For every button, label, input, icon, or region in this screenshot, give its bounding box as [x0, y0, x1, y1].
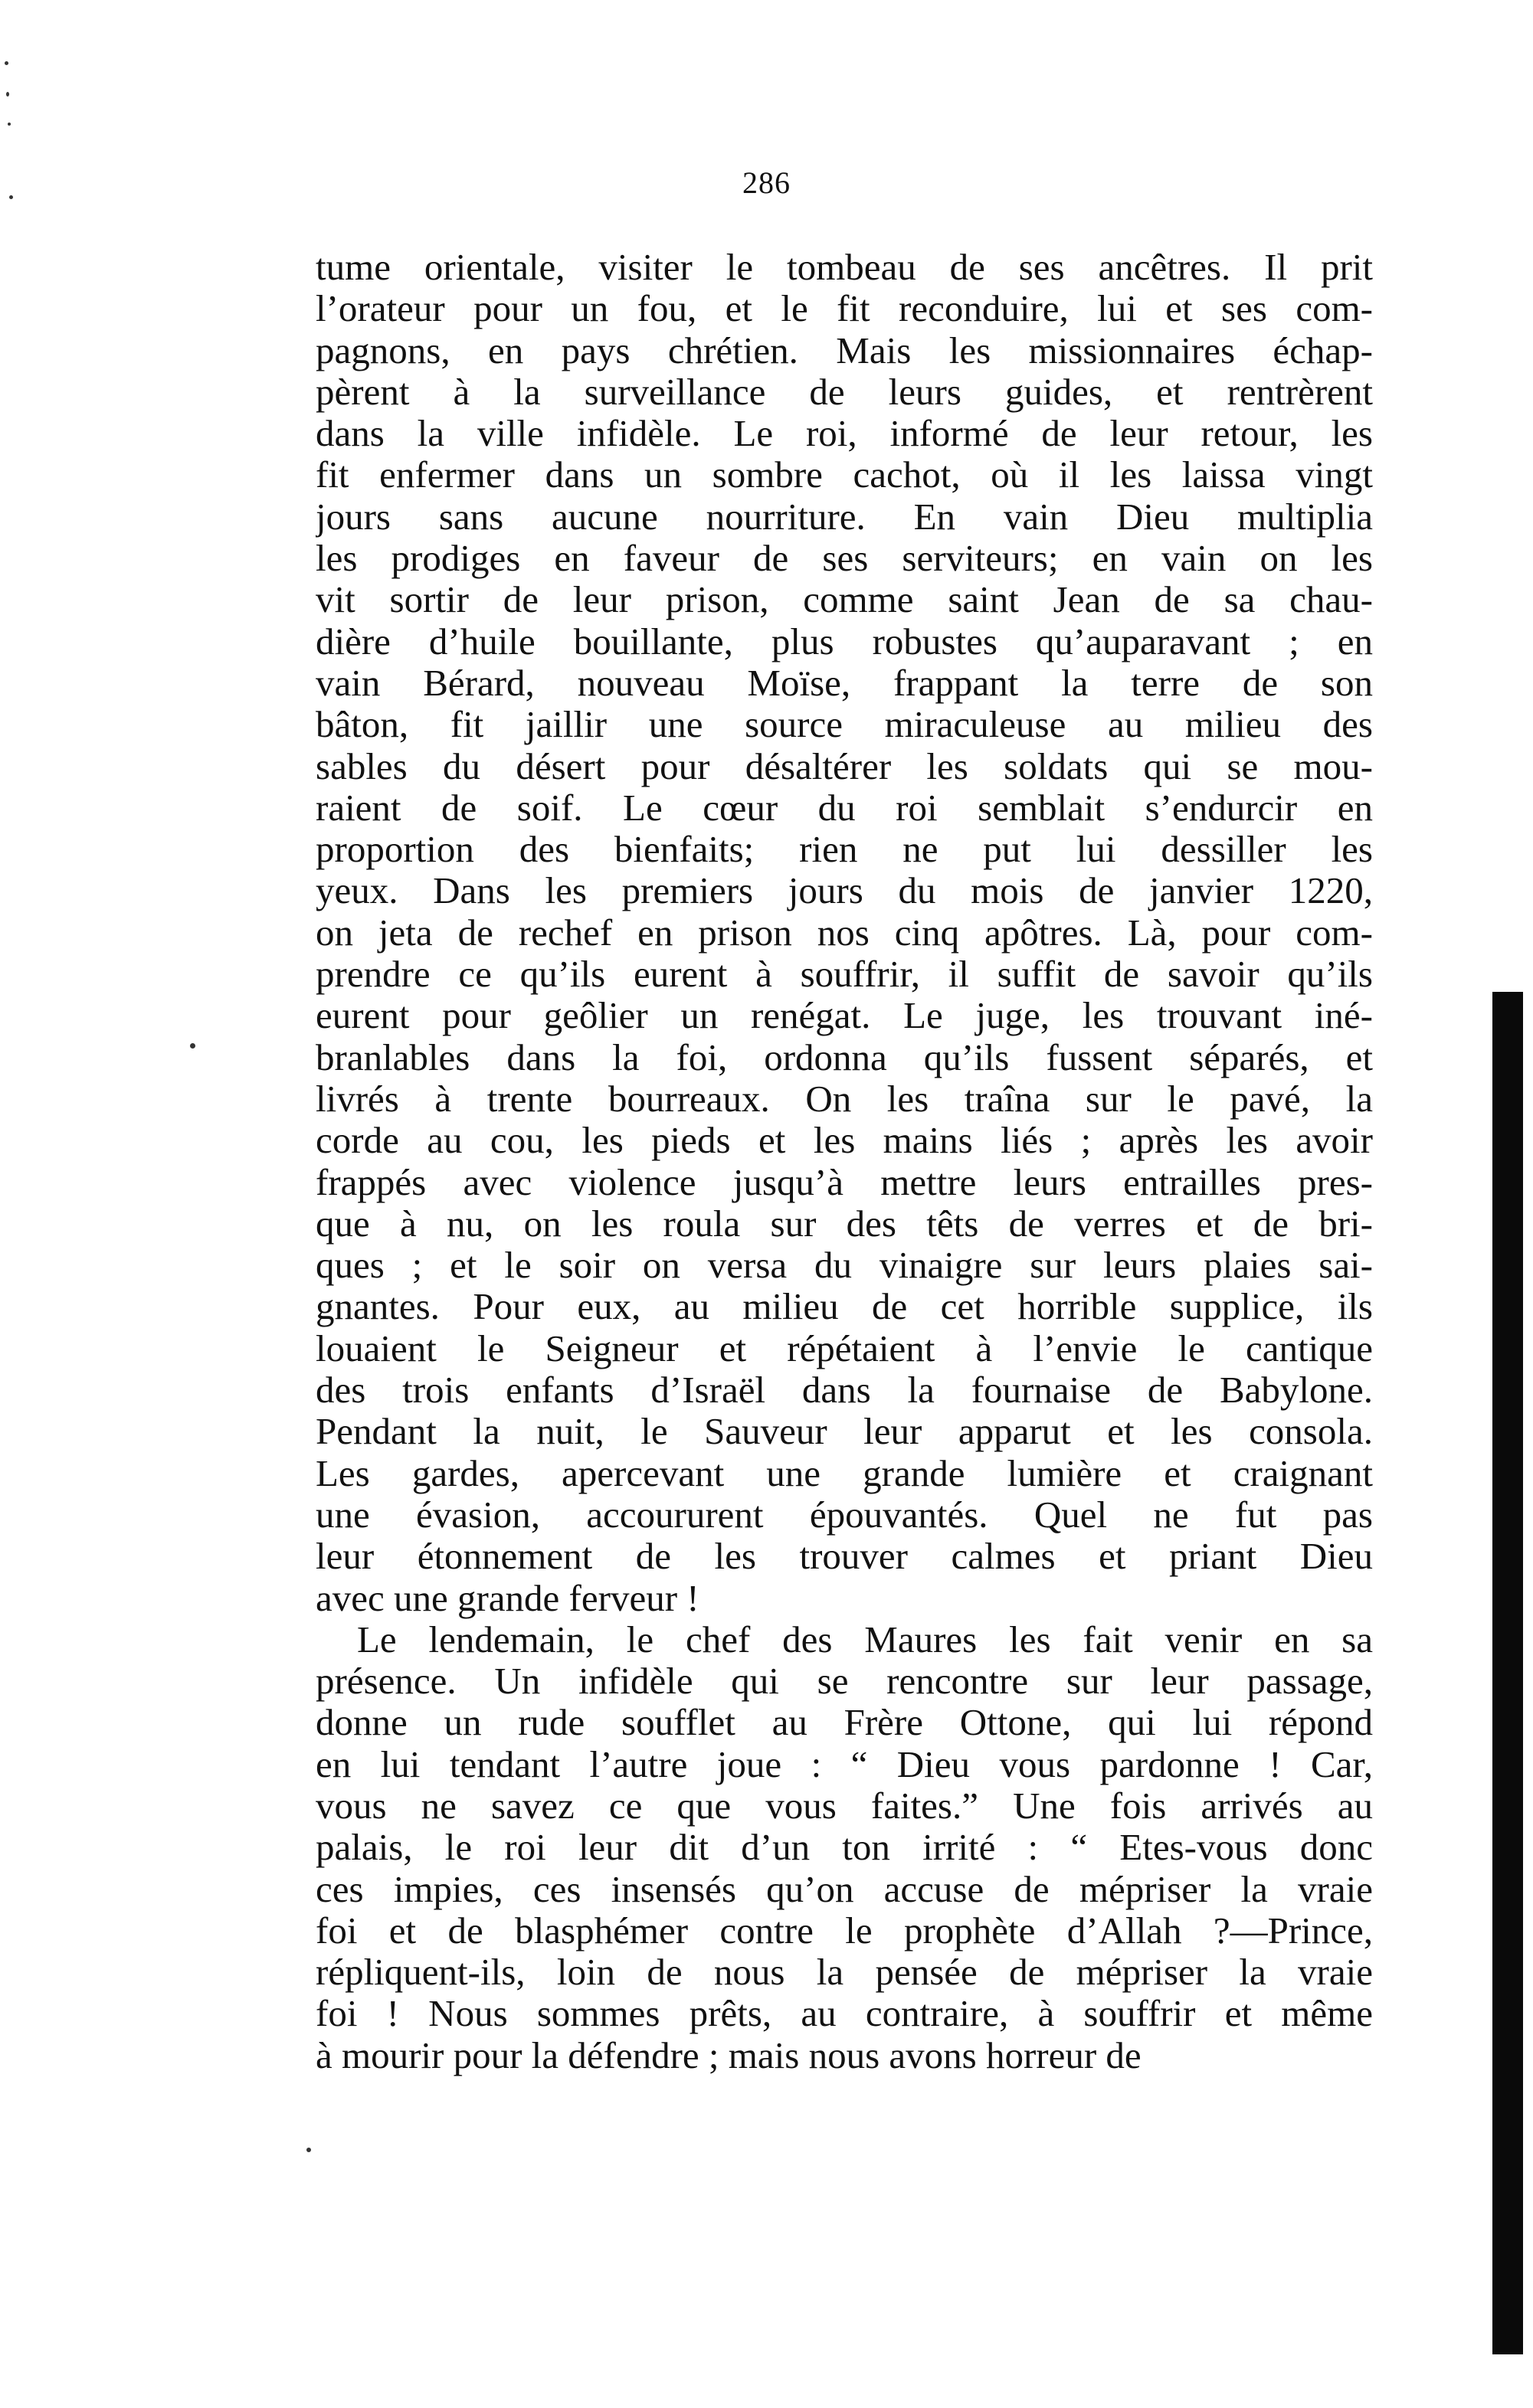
text-line: avec une grande ferveur ! [316, 1577, 699, 1619]
text-line: sables du désert pour désaltérer les soldats qui se mou- [316, 745, 1373, 787]
scan-speck [8, 123, 11, 126]
text-line: ces impies, ces insensés qu’on accuse de mépriser la vraie [316, 1868, 1373, 1910]
text-line: on jeta de rechef en prison nos cinq apôtres. Là, pour com- [316, 911, 1373, 954]
text-line: Les gardes, apercevant une grande lumière et craignant [316, 1452, 1373, 1494]
text-line: eurent pour geôlier un renégat. Le juge, les trouvant iné- [316, 995, 1373, 1037]
text-line: des trois enfants d’Israël dans la fournaise de Babylone. [316, 1369, 1373, 1412]
scan-speck [6, 92, 9, 97]
text-line: en lui tendant l’autre joue : “ Dieu vous pardonne ! Car, [316, 1743, 1373, 1785]
text-line: une évasion, accoururent épouvantés. Quel ne fut pas [316, 1494, 1373, 1536]
text-line: pèrent à la surveillance de leurs guides, et rentrèrent [316, 371, 1373, 413]
text-line: prendre ce qu’ils eurent à souffrir, il suffit de savoir qu’ils [316, 954, 1373, 996]
text-line: Le lendemain, le chef des Maures les fait venir en sa [357, 1618, 1373, 1660]
text-line: livrés à trente bourreaux. On les traîna sur le pavé, la [316, 1078, 1373, 1120]
text-line: dière d’huile bouillante, plus robustes qu’auparavant ; en [316, 620, 1373, 663]
text-line: louaient le Seigneur et répétaient à l’envie le cantique [316, 1327, 1373, 1369]
text-line: les prodiges en faveur de ses serviteurs; en vain on les [316, 538, 1373, 580]
page-number: 286 [742, 165, 791, 200]
scan-speck [190, 1043, 195, 1049]
text-line: yeux. Dans les premiers jours du mois de janvier 1220, [316, 870, 1373, 912]
text-line: corde au cou, les pieds et les mains liés ; après les avoir [316, 1120, 1373, 1162]
text-line: répliquent-ils, loin de nous la pensée de mépriser la vraie [316, 1952, 1373, 1994]
scan-speck [306, 2148, 311, 2152]
text-line: vous ne savez ce que vous faites.” Une fois arrivés au [316, 1785, 1373, 1827]
text-line: que à nu, on les roula sur des têts de verres et de bri- [316, 1202, 1373, 1245]
scan-edge-shadow [1492, 992, 1523, 2354]
text-line: ques ; et le soir on versa du vinaigre sur leurs plaies sai- [316, 1245, 1373, 1287]
text-line: leur étonnement de les trouver calmes et priant Dieu [316, 1536, 1373, 1578]
text-line: foi et de blasphémer contre le prophète d’Allah ?—Prince, [316, 1909, 1373, 1952]
text-line: branlables dans la foi, ordonna qu’ils fussent séparés, et [316, 1036, 1373, 1078]
text-line: palais, le roi leur dit d’un ton irrité : “ Etes-vous donc [316, 1827, 1373, 1869]
body-text [316, 247, 1373, 2076]
text-line: jours sans aucune nourriture. En vain Dieu multiplia [316, 496, 1373, 538]
text-line: gnantes. Pour eux, au milieu de cet horrible supplice, ils [316, 1286, 1373, 1328]
text-line: présence. Un infidèle qui se rencontre sur leur passage, [316, 1660, 1373, 1703]
scan-speck [9, 195, 13, 199]
scan-speck [5, 61, 8, 65]
text-line: foi ! Nous sommes prêts, au contraire, à souffrir et même [316, 1993, 1373, 2035]
text-line: à mourir pour la défendre ; mais nous avons horreur de [316, 2034, 1142, 2076]
text-line: fit enfermer dans un sombre cachot, où il les laissa vingt [316, 454, 1373, 496]
text-line: raient de soif. Le cœur du roi semblait s’endurcir en [316, 787, 1373, 829]
text-line: pagnons, en pays chrétien. Mais les missionnaires échap- [316, 329, 1373, 371]
text-line: Pendant la nuit, le Sauveur leur apparut et les consola. [316, 1411, 1373, 1453]
text-line: l’orateur pour un fou, et le fit reconduire, lui et ses com- [316, 288, 1373, 330]
text-line: bâton, fit jaillir une source miraculeuse au milieu des [316, 704, 1373, 746]
text-line: vain Bérard, nouveau Moïse, frappant la terre de son [316, 662, 1373, 704]
text-line: tume orientale, visiter le tombeau de ses ancêtres. Il prit [316, 247, 1373, 288]
text-line: donne un rude soufflet au Frère Ottone, qui lui répond [316, 1702, 1373, 1744]
text-line: proportion des bienfaits; rien ne put lui dessiller les [316, 829, 1373, 871]
text-line: frappés avec violence jusqu’à mettre leurs entrailles pres- [316, 1161, 1373, 1203]
text-line: vit sortir de leur prison, comme saint Jean de sa chau- [316, 579, 1373, 621]
text-line: dans la ville infidèle. Le roi, informé de leur retour, les [316, 413, 1373, 455]
